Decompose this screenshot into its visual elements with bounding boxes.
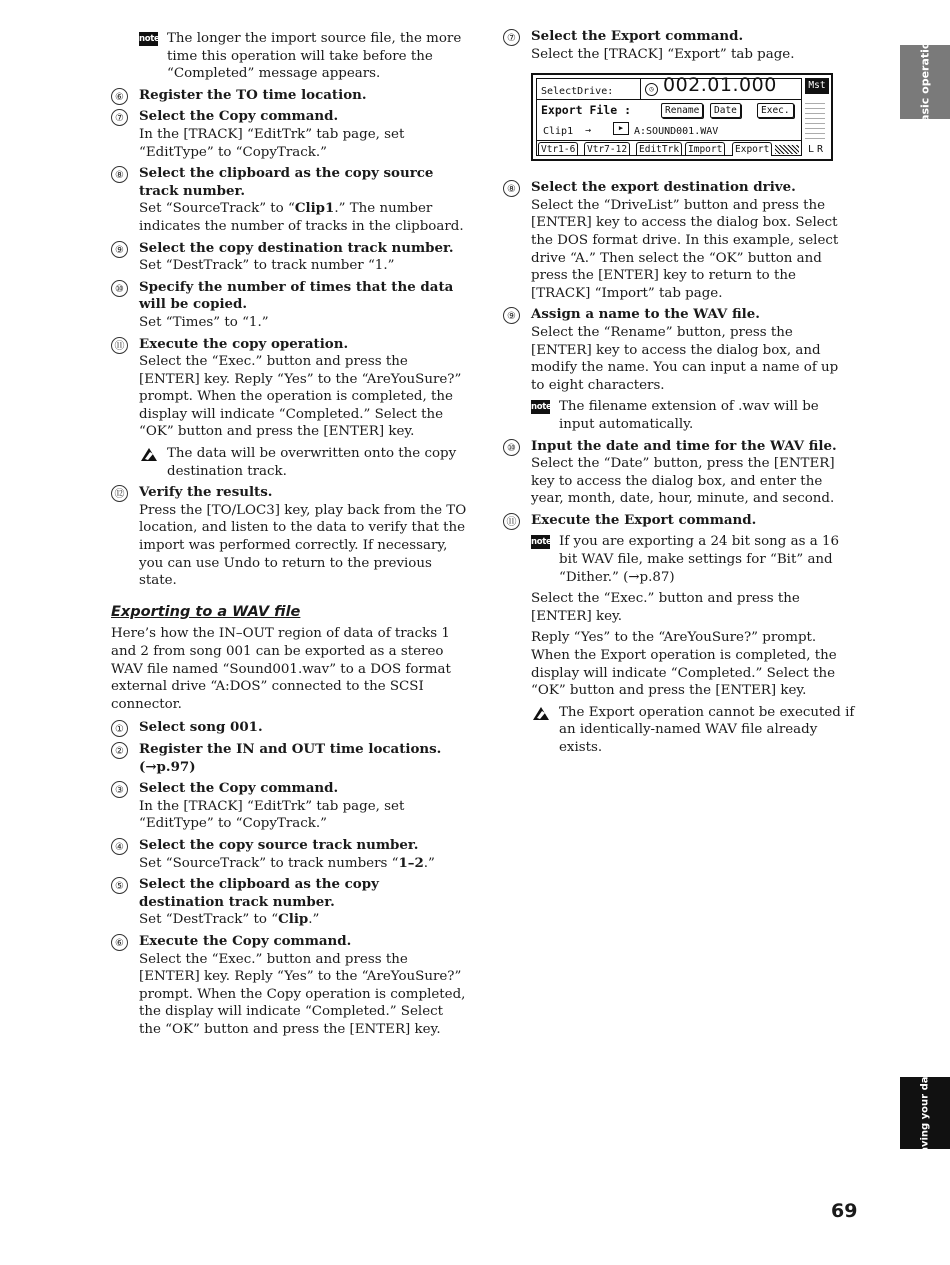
step-body: In the [TRACK] “EditTrk” tab page, set “EditType” to “CopyTrack.”: [139, 798, 405, 832]
step-register-in-out: [111, 741, 467, 776]
step-number: ⑤: [111, 877, 128, 894]
step-body: Select the “Exec.” button and press the [ENTER] key. Reply “Yes” to the “AreYouSure?” prompt. When the Copy operation is completed, the display will indicate “Completed.” Select the “OK” button and press the [ENTER] key.: [139, 951, 466, 1037]
lcd-select-drive-label[interactable]: SelectDrive:: [541, 86, 614, 98]
step-title: Select the Copy command.: [139, 780, 339, 797]
step-clipboard-source: [111, 165, 467, 235]
step-number: ⑪: [111, 337, 128, 354]
step-title: Execute the Copy command.: [139, 932, 352, 949]
step-number: ④: [111, 838, 128, 855]
step-title: Input the date and time for the WAV file.: [531, 437, 837, 454]
lcd-tab-export[interactable]: Export: [732, 142, 772, 156]
step-register-to: [111, 87, 467, 105]
step-title: Execute the copy operation.: [139, 335, 349, 352]
step-number: ⑨: [503, 307, 520, 324]
step-body: Set “DestTrack” to “Clip.”: [139, 911, 320, 928]
step-body: Set “SourceTrack” to track numbers “1–2.”: [139, 854, 435, 871]
note-24bit: note If you are exporting a 24 bit song as a 16 bit WAV file, make settings for “Bit” and “Dither.” (→p.87): [531, 534, 840, 585]
note-icon: note: [139, 34, 160, 44]
step-title: Select the copy destination track number.: [139, 239, 454, 256]
step-number: ⑫: [111, 485, 128, 502]
step-date-time: [503, 438, 855, 508]
lcd-lr-label: LR: [807, 143, 826, 155]
step-title: Select the clipboard as the copy destination track number.: [139, 876, 379, 910]
page-number: 69: [831, 1200, 858, 1222]
step-number: ⑩: [111, 280, 128, 297]
step-title: Specify the number of times that the data will be copied.: [139, 278, 454, 313]
step-number: ②: [111, 742, 128, 759]
lcd-time-value: 002.01.000: [663, 74, 777, 97]
step-body: Select the “Date” button, press the [ENTER] key to access the dialog box, and enter the year, month, date, hour, minute, and second.: [531, 456, 835, 507]
step-number: ⑧: [111, 166, 128, 183]
step-execute-copy-2: [111, 933, 467, 1039]
side-tab-basic-operation[interactable]: Basic operation: [900, 45, 950, 119]
step-body: Set “SourceTrack” to “Clip1.” The number indicates the number of tracks in the clipboard.: [139, 200, 464, 234]
clock-icon: ◷: [645, 83, 658, 96]
step-number: ⑥: [111, 934, 128, 951]
lcd-clip-label: Clip1: [543, 126, 574, 138]
note-extension: note The filename extension of .wav will be input automatically.: [531, 399, 819, 432]
step-body: In the [TRACK] “EditTrk” tab page, set “EditType” to “CopyTrack.”: [139, 126, 405, 160]
right-column: [503, 28, 855, 761]
step-title: Assign a name to the WAV file.: [531, 306, 760, 323]
step-number: ①: [111, 720, 128, 737]
warning-hand-icon: [139, 446, 159, 462]
warning-overwrite: The data will be overwritten onto the copy destination track.: [139, 445, 467, 480]
section-intro: Here’s how the IN–OUT region of data of tracks 1 and 2 from song 001 can be exported as a stereo WAV file named “Sound001.wav” to a DOS format external drive “A:DOS” connected to the SCSI connector.: [111, 626, 451, 712]
step-title: Select song 001.: [139, 719, 263, 736]
step-body: Set “Times” to “1.”: [139, 314, 269, 330]
step-title: Verify the results.: [139, 484, 273, 501]
lcd-tab-hatch: [775, 145, 799, 154]
lcd-tab-import[interactable]: Import: [685, 142, 725, 156]
note-icon: note: [531, 537, 552, 548]
step-clipboard-dest: [111, 876, 467, 929]
step-number: ⑥: [111, 88, 128, 105]
paragraph-exec: Select the “Exec.” button and press the [ENTER] key.: [531, 591, 800, 624]
step-copy-source: [111, 837, 467, 872]
step-assign-name: [503, 306, 855, 394]
lcd-exec-button[interactable]: Exec.: [757, 103, 794, 118]
lcd-rename-button[interactable]: Rename: [661, 103, 703, 118]
step-select-copy-2: [111, 780, 467, 833]
step-body: Select the “DriveList” button and press the [ENTER] key to access the dialog box. Select the DOS format drive. In this example, select drive “A.” Then select the “OK” button and press the [ENTER] key to return to the [TRACK] “Import” tab page.: [531, 197, 839, 301]
drive-list-icon[interactable]: ▶: [613, 122, 629, 135]
step-export-drive: [503, 179, 855, 302]
note-import-duration: [139, 30, 467, 83]
step-title: Select the clipboard as the copy source track number.: [139, 165, 434, 199]
lcd-time-display: [640, 74, 801, 99]
step-title: Select the Export command.: [531, 28, 744, 44]
step-body: Press the [TO/LOC3] key, play back from the TO location, and listen to the data to verify that the import was performed correctly. If necessary, you can use Undo to return to the previous state.: [139, 502, 467, 589]
note-text: The longer the import source file, the more time this operation will take before the “Completed” message appears.: [167, 31, 462, 82]
lcd-tab-bar: [537, 140, 801, 156]
lcd-tab-vtr7-12[interactable]: Vtr7-12: [584, 142, 630, 156]
step-body: Select the “Exec.” button and press the [ENTER] key. Reply “Yes” to the “AreYouSure?” prompt. When the operation is completed, the display will indicate “Completed.” Select the “OK” button and press the [ENTER] key.: [139, 354, 462, 440]
step-title: Register the TO time location.: [139, 86, 367, 103]
warning-duplicate-file: The Export operation cannot be executed if an identically-named WAV file already exists.: [531, 704, 855, 757]
step-body: Select the “Rename” button, press the [ENTER] key to access the dialog box, and modify the name. You can input a name of up to eight characters.: [531, 324, 839, 393]
step-number: ⑩: [503, 439, 520, 456]
lcd-tab-edittrk[interactable]: EditTrk: [636, 142, 682, 156]
step-title: Select the Copy command.: [139, 108, 339, 125]
step-title: Select the copy source track number.: [139, 836, 419, 853]
step-verify: [111, 484, 467, 590]
step-select-export: [503, 28, 855, 63]
lcd-export-screen: [531, 73, 833, 161]
step-dest-track: [111, 240, 467, 275]
step-select-song: [111, 719, 467, 737]
step-number: ③: [111, 781, 128, 798]
step-select-copy: [111, 108, 467, 161]
lcd-mst-indicator: Mst: [805, 78, 829, 94]
lcd-export-filename: A:SOUND001.WAV: [634, 126, 719, 138]
lcd-tab-vtr1-6[interactable]: Vtr1-6: [538, 142, 578, 156]
step-number: ⑪: [503, 513, 520, 530]
step-execute-export: [503, 512, 855, 530]
note-icon: note: [531, 402, 552, 413]
step-body: Set “DestTrack” to track number “1.”: [139, 258, 395, 274]
side-tab-saving-your-data[interactable]: Saving your data: [900, 1077, 950, 1149]
step-body: Select the [TRACK] “Export” tab page.: [531, 46, 795, 62]
lcd-export-file-label: Export File :: [541, 103, 632, 118]
paragraph-confirm: Reply “Yes” to the “AreYouSure?” prompt. When the Export operation is completed, the display will indicate “Completed.” Select the “OK” button and press the [ENTER] key.: [531, 630, 837, 699]
lcd-level-meter: [805, 99, 825, 141]
step-times: [111, 279, 467, 332]
step-title: Register the IN and OUT time locations. (→p.97): [139, 740, 442, 775]
lcd-date-button[interactable]: Date: [710, 103, 741, 118]
section-title: Exporting to a WAV file: [111, 603, 301, 620]
warning-hand-icon: [531, 705, 551, 721]
arrow-right-icon: →: [585, 125, 592, 137]
left-column: [111, 28, 467, 1042]
step-title: Execute the Export command.: [531, 511, 757, 528]
step-execute-copy: [111, 336, 467, 442]
step-number: ⑧: [503, 180, 520, 197]
step-title: Select the export destination drive.: [531, 179, 796, 196]
step-number: ⑦: [111, 109, 128, 126]
step-number: ⑨: [111, 241, 128, 258]
step-number: ⑦: [503, 29, 520, 46]
